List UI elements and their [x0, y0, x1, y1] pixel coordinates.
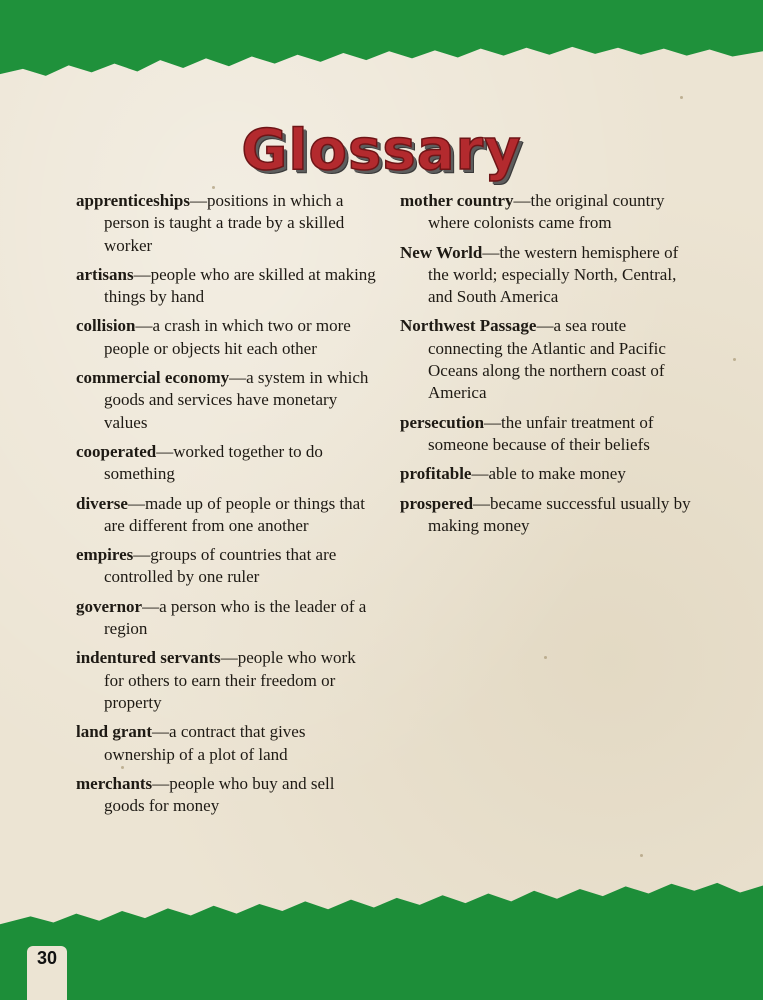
glossary-term: governor	[76, 596, 143, 616]
glossary-entry	[76, 190, 376, 257]
glossary-entry	[400, 242, 700, 309]
glossary-entry	[400, 493, 700, 538]
glossary-left-column	[76, 190, 376, 824]
glossary-definition: —a contract that gives ownership of a plot of land	[104, 722, 306, 764]
glossary-term: collision	[76, 316, 136, 336]
glossary-entry	[76, 315, 376, 360]
glossary-entry	[76, 773, 376, 818]
glossary-entry	[76, 493, 376, 538]
glossary-definition: —the original country where colonists came from	[428, 191, 665, 233]
glossary-term: profitable	[400, 464, 472, 484]
glossary-entry	[400, 315, 700, 404]
glossary-definition: —groups of countries that are controlled by one ruler	[104, 545, 337, 587]
glossary-definition: —made up of people or things that are different from one another	[104, 493, 365, 535]
glossary-term: apprenticeships	[76, 191, 190, 210]
glossary-term: persecution	[400, 412, 485, 432]
glossary-entry	[76, 264, 376, 309]
glossary-entry	[76, 596, 376, 641]
glossary-term: artisans	[76, 264, 134, 284]
glossary-term: cooperated	[76, 441, 157, 461]
glossary-right-column	[400, 190, 700, 544]
glossary-definition: —the unfair treatment of someone because of their beliefs	[428, 412, 654, 454]
glossary-entry	[76, 721, 376, 766]
glossary-definition: —worked together to do something	[104, 441, 323, 484]
glossary-term: diverse	[76, 493, 128, 513]
glossary-definition: —able to make money	[471, 464, 626, 484]
glossary-term: indentured servants	[76, 648, 221, 668]
glossary-term: land grant	[76, 722, 153, 742]
glossary-term: Northwest Passage	[400, 316, 537, 336]
glossary-definition: —people who work for others to earn their freedom or property	[104, 648, 356, 712]
page-number: 30	[36, 948, 58, 968]
glossary-term: empires	[76, 545, 134, 565]
glossary-definition: —a sea route connecting the Atlantic and Pacific Oceans along the northern coast of America	[428, 316, 666, 403]
glossary-term: merchants	[76, 773, 153, 793]
glossary-entry	[76, 647, 376, 714]
glossary-definition: —a system in which goods and services have monetary values	[104, 368, 369, 432]
glossary-term: prospered	[400, 493, 474, 513]
glossary-entry	[400, 412, 700, 457]
glossary-definition: —a crash in which two or more people or objects hit each other	[104, 316, 351, 358]
glossary-term: New World	[400, 242, 483, 262]
glossary-entry	[76, 367, 376, 434]
glossary-term: mother country	[400, 191, 514, 210]
glossary-definition: —a person who is the leader of a region	[104, 596, 367, 639]
glossary-term: commercial economy	[76, 368, 230, 388]
glossary-definition: —people who buy and sell goods for money	[104, 773, 335, 816]
glossary-entry	[400, 463, 700, 485]
glossary-entry	[76, 441, 376, 486]
glossary-definition: —the western hemisphere of the world; especially North, Central, and South America	[428, 242, 679, 307]
glossary-definition: —people who are skilled at making things by hand	[104, 264, 376, 307]
glossary-entry	[400, 190, 700, 235]
glossary-definition: —became successful usually by making money	[428, 493, 691, 535]
glossary-definition: —positions in which a person is taught a trade by a skilled worker	[104, 191, 345, 255]
page-title: Glossary	[241, 117, 522, 183]
glossary-entry	[76, 544, 376, 589]
